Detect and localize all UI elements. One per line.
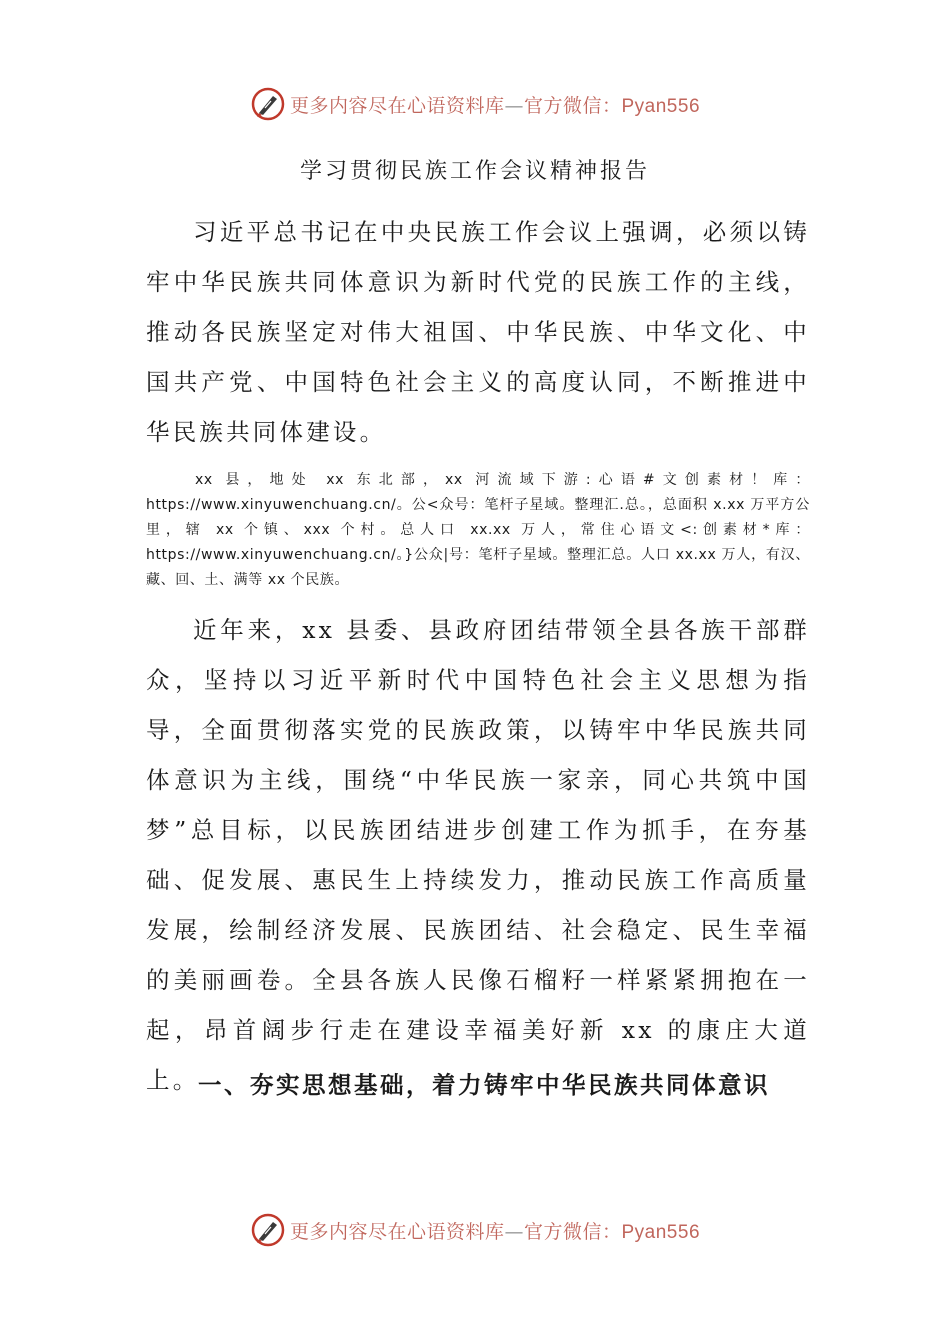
watermark-wechat-id: Pyan556 xyxy=(621,95,701,117)
watermark-separator: — xyxy=(504,1220,524,1243)
watermark-wechat-id: Pyan556 xyxy=(621,1221,701,1243)
document-title: 学习贯彻民族工作会议精神报告 xyxy=(299,159,650,184)
pen-nib-logo-icon xyxy=(250,1212,286,1248)
footer-watermark xyxy=(0,1210,950,1250)
watermark-separator: — xyxy=(504,94,524,117)
header-watermark xyxy=(0,84,950,124)
body-paragraph-2: 近年来，xx 县委、县政府团结带领全县各族干部群众，坚持以习近平新时代中国特色社会主义思想为指导，全面贯彻落实党的民族政策，以铸牢中华民族共同体意识为主线，围绕“中华民族一家亲，同心共筑中国梦”总目标，以民族团结进步创建工作为抓手，在夯基础、促发展、惠民生上持续发力，推动民族工作高质量发展，绘制经济发展、民族团结、社会稳定、民生幸福的美丽画卷。全县各族人民像石榴籽一样紧紧拥抱在一起，昂首阔步行走在建设幸福美好新 xx 的康庄大道上。 xyxy=(146,616,810,1094)
watermark-cn-label: 官方微信： xyxy=(523,94,622,117)
watermark-text xyxy=(290,1217,700,1244)
watermark-cn-text: 更多内容尽在心语资料库 xyxy=(289,1220,505,1243)
watermark-cn-label: 官方微信： xyxy=(523,1220,622,1243)
body-paragraph-1: 习近平总书记在中央民族工作会议上强调，必须以铸牢中华民族共同体意识为新时代党的民族工作的主线，推动各民族坚定对伟大祖国、中华民族、中华文化、中国共产党、中国特色社会主义的高度认同，不断推进中华民族共同体建设。 xyxy=(146,218,810,446)
pen-nib-logo-icon xyxy=(250,86,286,122)
watermark-text xyxy=(290,91,700,118)
small-print-paragraph: xx 县，地处 xx 东北部，xx 河流域下游:心语#文创素材！库：https://www.xinyuwenchuang.cn/。公<众号：笔杆子星域。整理汇.总。，总面积 x.xx 万平方公里，辖 xx 个镇、xxx 个村。总人口 xx.xx 万人，常住心语文<:创素材*库：https://www.xinyuwenchuang.cn/。}公众|号：笔杆子星域。整理汇总。人口 xx.xx 万人，有汉、藏、回、土、满等 xx 个民族。 xyxy=(146,472,810,588)
watermark-cn-text: 更多内容尽在心语资料库 xyxy=(289,94,505,117)
section-heading-1: 一、夯实思想基础，着力铸牢中华民族共同体意识 xyxy=(198,1071,770,1099)
